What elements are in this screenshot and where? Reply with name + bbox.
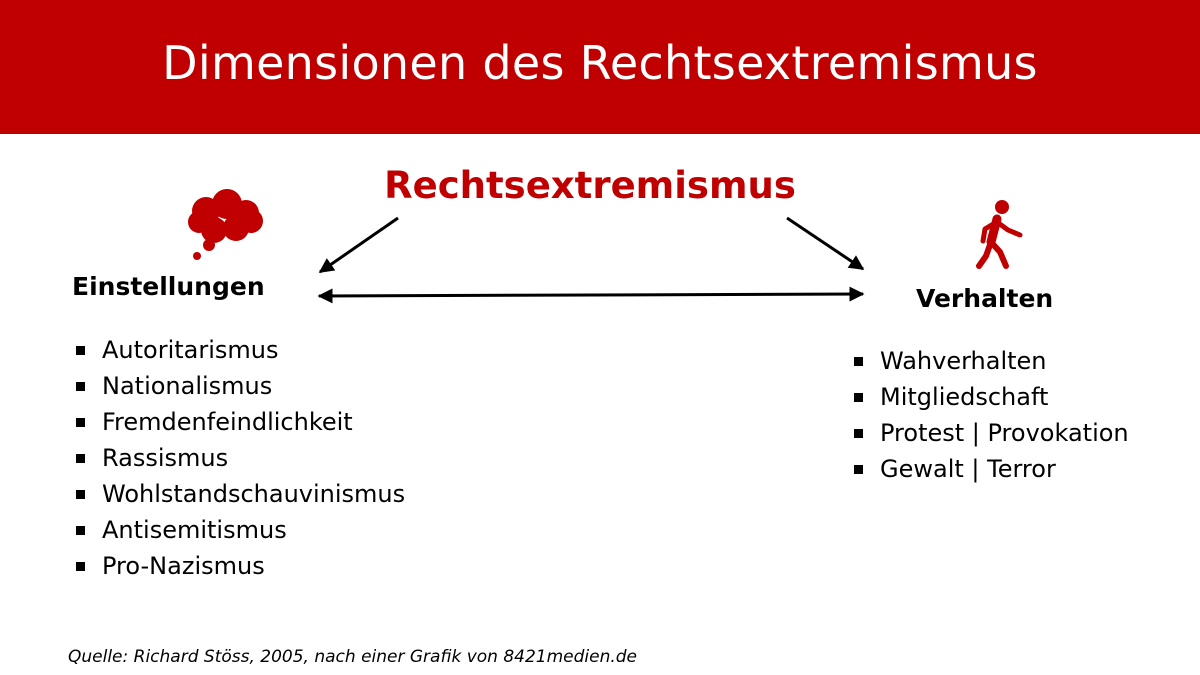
list-item-label: Antisemitismus [102,516,287,544]
list-item [852,451,1129,487]
list-item-label: Nationalismus [102,372,273,400]
list-item [74,404,405,440]
arrow-to-einstellungen [320,218,398,272]
walking-person-icon [979,200,1020,266]
bullet-icon [854,393,863,402]
bullet-icon [854,357,863,366]
bullet-icon [76,418,85,427]
list-item [74,548,405,584]
bullet-icon [76,454,85,463]
bullet-icon [76,382,85,391]
list-item [74,332,405,368]
bullet-icon [76,346,85,355]
page-title: Dimensionen des Rechtsextremismus [162,36,1038,90]
list-item [74,368,405,404]
list-item-label: Rassismus [102,444,229,472]
list-item-label: Fremdenfeindlichkeit [102,408,353,436]
list-item [852,415,1129,451]
list-item [74,476,405,512]
list-item-label: Wohlstandschauvinismus [102,480,406,508]
list-item [74,512,405,548]
list-item-label: Wahverhalten [880,347,1047,375]
list-item-label: Gewalt | Terror [880,455,1056,483]
bullet-icon [76,490,85,499]
list-item [852,343,1129,379]
einstellungen-title: Einstellungen [72,272,265,301]
verhalten-list [852,343,1129,487]
list-item [74,440,405,476]
einstellungen-list [74,332,405,584]
bullet-icon [76,562,85,571]
bullet-icon [854,465,863,474]
center-term: Rechtsextremismus [384,164,796,207]
list-item-label: Protest | Provokation [880,419,1129,447]
list-item-label: Autoritarismus [102,336,279,364]
list-item-label: Mitgliedschaft [880,383,1049,411]
double-arrow-einstellungen-verhalten [319,294,863,296]
bullet-icon [854,429,863,438]
thought-cloud-icon [188,189,263,260]
list-item [852,379,1129,415]
list-item-label: Pro-Nazismus [102,552,265,580]
source-citation: Quelle: Richard Stöss, 2005, nach einer Grafik von 8421medien.de [68,647,638,667]
verhalten-title: Verhalten [916,284,1054,313]
arrow-to-verhalten [787,218,863,269]
bullet-icon [76,526,85,535]
